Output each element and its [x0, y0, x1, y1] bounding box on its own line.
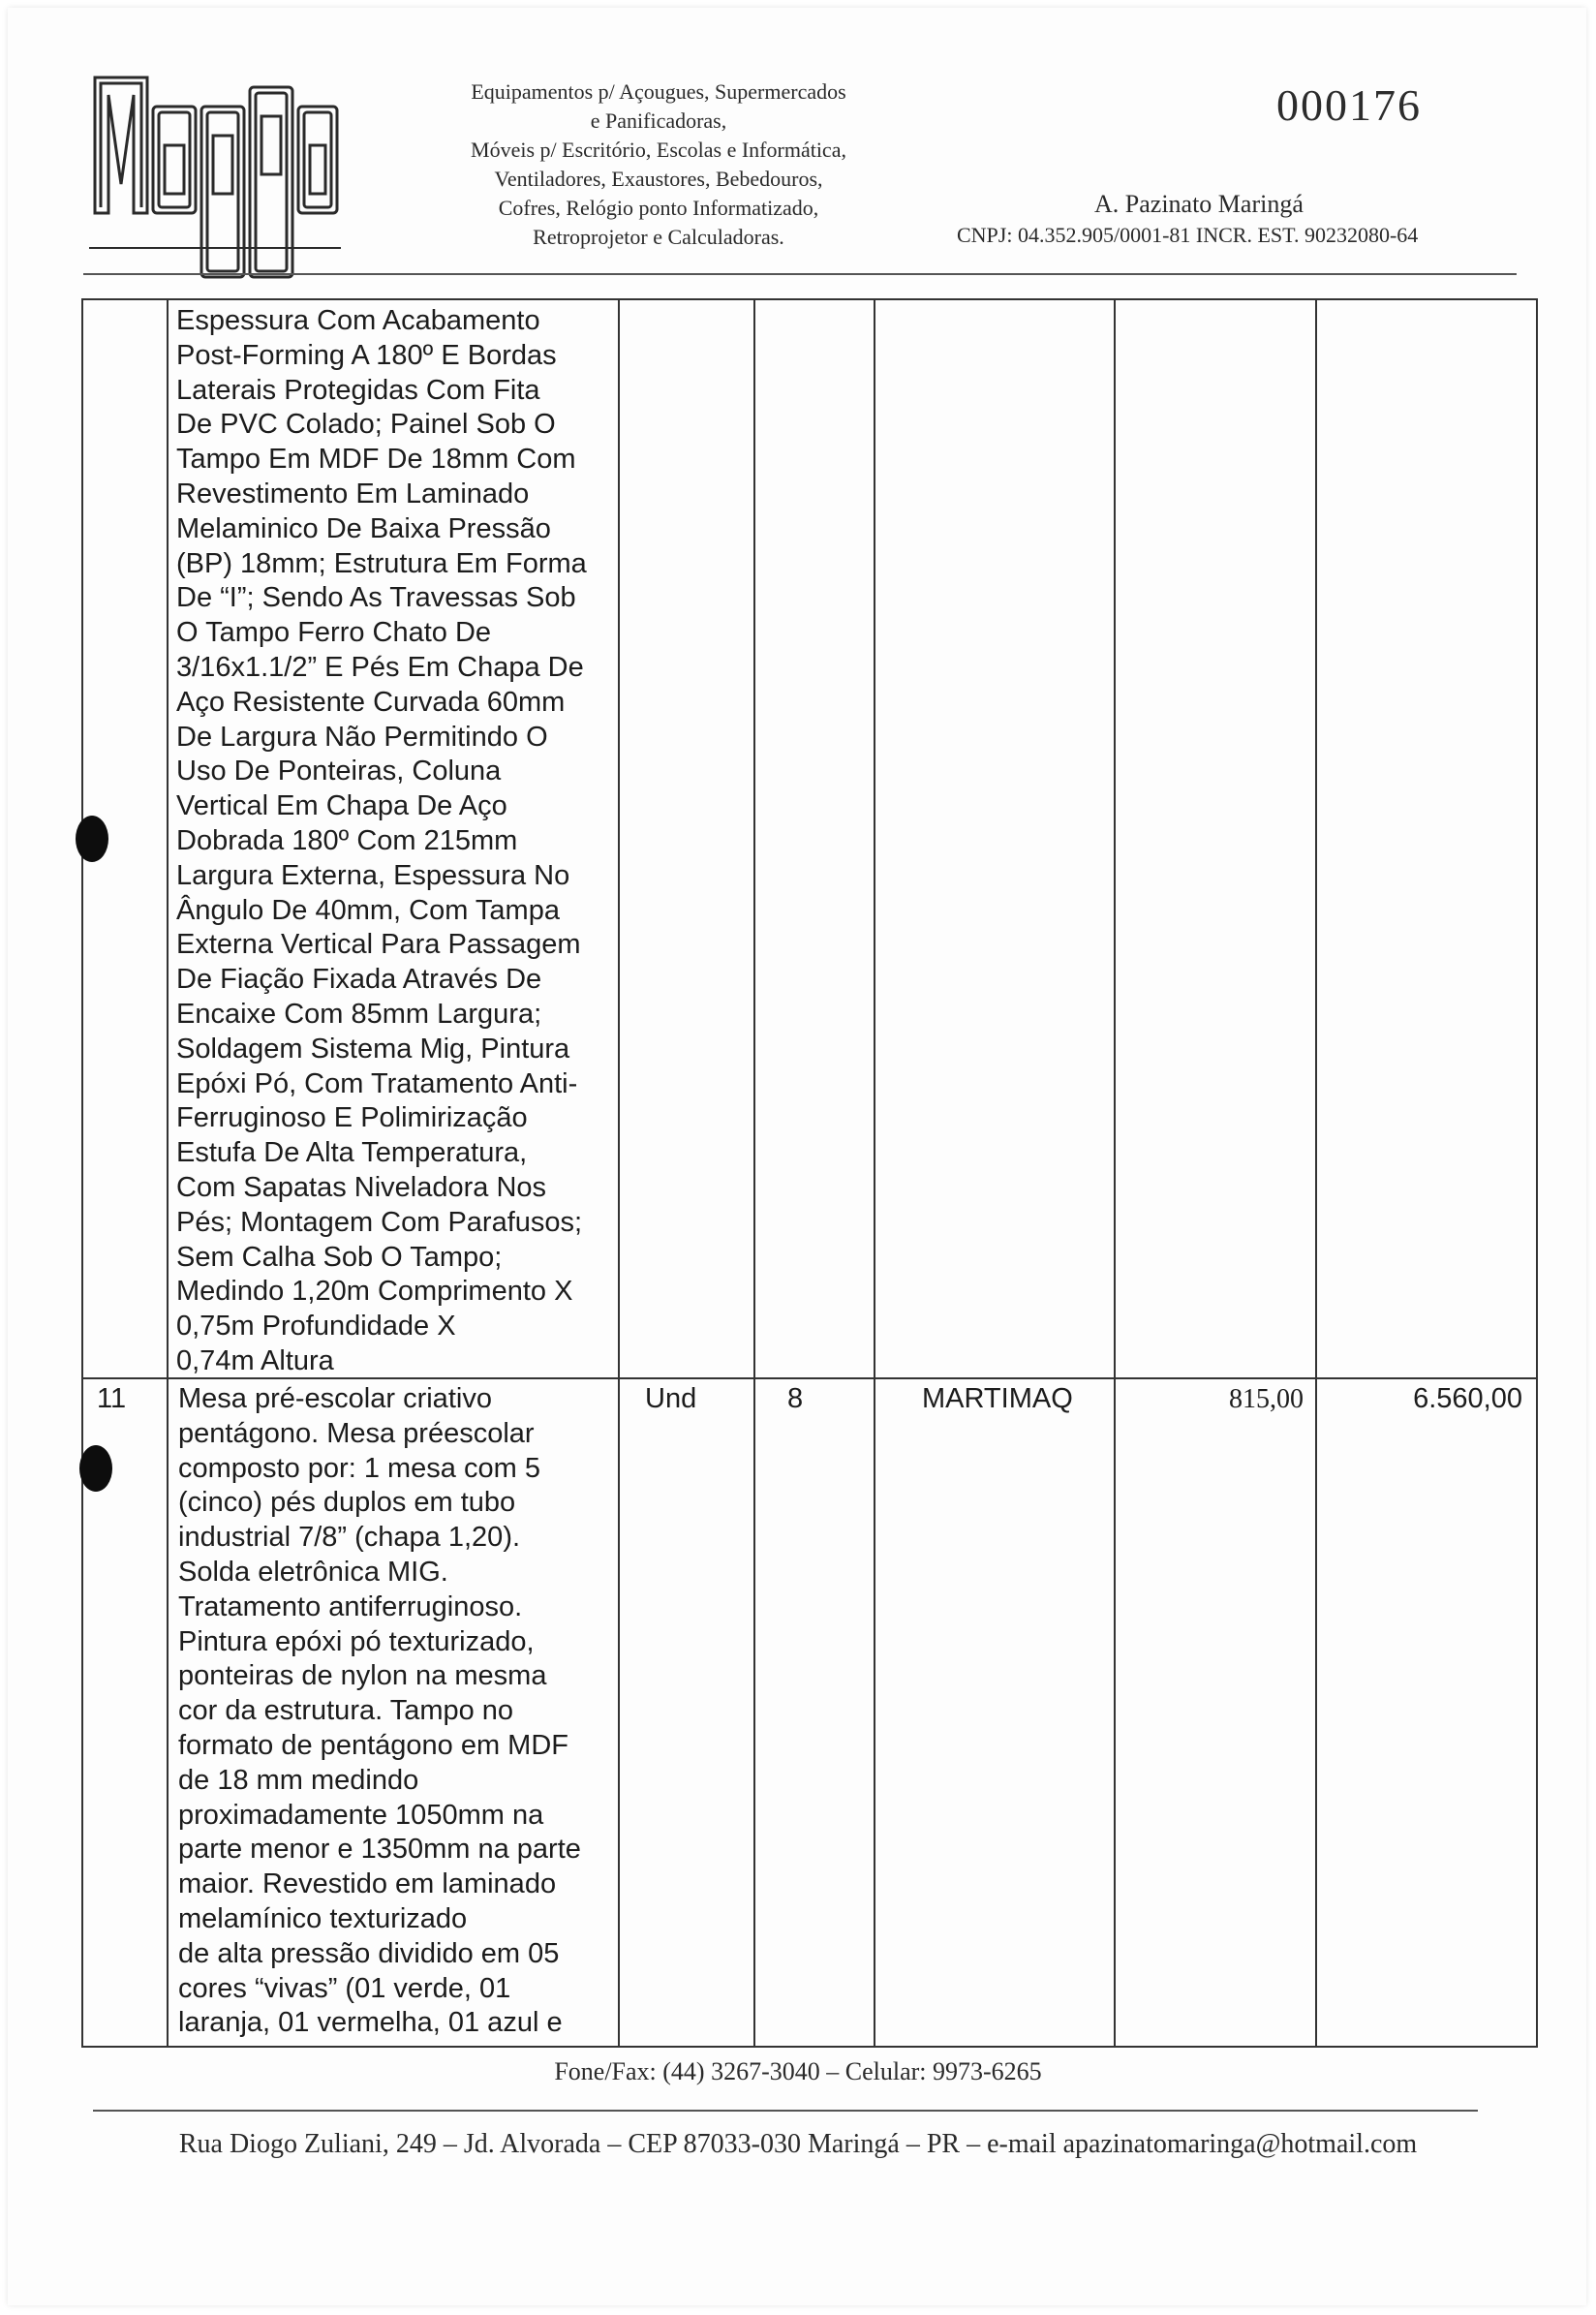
description-line: Medindo 1,20m Comprimento X [176, 1276, 573, 1308]
description-line: (cinco) pés duplos em tubo [178, 1487, 516, 1519]
description-line: 0,75m Profundidade X [176, 1311, 456, 1343]
description-line: Dobrada 180º Com 215mm [176, 824, 518, 856]
description-line: pentágono. Mesa préescolar [178, 1417, 535, 1449]
description-line: (BP) 18mm; Estrutura Em Forma [176, 547, 587, 579]
header-line: Retroprojetor e Calculadoras. [533, 225, 784, 249]
items-table [81, 298, 1538, 2048]
description-line: Encaixe Com 85mm Largura; [176, 998, 542, 1030]
cnpj-line: CNPJ: 04.352.905/0001-81 INCR. EST. 90232080-64 [957, 223, 1419, 247]
description-line: Tratamento antiferruginoso. [178, 1590, 523, 1622]
header-line: e Panificadoras, [590, 108, 727, 133]
description-line: de alta pressão dividido em 05 [178, 1937, 560, 1969]
description-line: Ferruginoso E Polimirização [176, 1102, 528, 1134]
description-line: Externa Vertical Para Passagem [176, 929, 581, 961]
business-description [426, 77, 891, 252]
description-line: De “I”; Sendo As Travessas Sob [176, 582, 576, 614]
description-line: De Fiação Fixada Através De [176, 964, 542, 996]
header-line: Móveis p/ Escritório, Escolas e Informática, [471, 138, 846, 162]
description-line: O Tampo Ferro Chato De [176, 617, 492, 649]
description-line: laranja, 01 vermelha, 01 azul e [178, 2007, 563, 2039]
description-line: Post-Forming A 180º E Bordas [176, 339, 557, 371]
description-line: Revestimento Em Laminado [176, 478, 530, 509]
item-number: 11 [97, 1383, 127, 1414]
description-line: Solda eletrônica MIG. [178, 1556, 448, 1588]
header-line: Ventiladores, Exaustores, Bebedouros, [494, 167, 823, 191]
header-line: Cofres, Relógio ponto Informatizado, [498, 196, 819, 220]
description-line: Laterais Protegidas Com Fita [176, 374, 540, 406]
description-line: Estufa De Alta Temperatura, [176, 1137, 528, 1169]
item-brand: MARTIMAQ [922, 1383, 1073, 1414]
description-line: parte menor e 1350mm na parte [178, 1834, 581, 1866]
description-line: composto por: 1 mesa com 5 [178, 1452, 540, 1484]
description-line: de 18 mm medindo [178, 1764, 419, 1796]
description-line: Espessura Com Acabamento [176, 305, 540, 336]
description-line: Ângulo De 40mm, Com Tampa [176, 894, 560, 926]
item-unit: Und [645, 1383, 697, 1414]
description-line: Soldagem Sistema Mig, Pintura [176, 1033, 570, 1065]
description-line: Vertical Em Chapa De Aço [176, 790, 507, 822]
description-line: De Largura Não Permitindo O [176, 721, 548, 753]
description-line: cor da estrutura. Tampo no [178, 1695, 514, 1727]
footer-address: Rua Diogo Zuliani, 249 – Jd. Alvorada – CEP 87033-030 Maringá – PR – e-mail apazinatomaringa@hotmail.com [178, 2129, 1418, 2159]
description-line: Aço Resistente Curvada 60mm [176, 686, 566, 718]
description-line: Mesa pré-escolar criativo [178, 1383, 492, 1414]
column-divider [753, 300, 755, 2046]
company-logo [89, 68, 341, 281]
column-divider [1315, 300, 1317, 2046]
document-number: 000176 [1276, 80, 1422, 130]
footer-phone: Fone/Fax: (44) 3267-3040 – Celular: 9973-6265 [554, 2057, 1042, 2085]
header-divider [83, 273, 1517, 275]
description-line: maior. Revestido em laminado [178, 1868, 557, 1900]
header-line: Equipamentos p/ Açougues, Supermercados [471, 79, 846, 104]
item-total: 6.560,00 [1413, 1383, 1522, 1414]
description-line: Pintura epóxi pó texturizado, [178, 1625, 535, 1657]
description-line: Tampo Em MDF De 18mm Com [176, 444, 576, 476]
description-line: Pés; Montagem Com Parafusos; [176, 1206, 583, 1238]
item-quantity: 8 [787, 1383, 804, 1414]
column-divider [874, 300, 875, 2046]
column-divider [1114, 300, 1116, 2046]
item-unit-price: 815,00 [1229, 1384, 1304, 1414]
description-line: Largura Externa, Espessura No [176, 859, 570, 891]
description-line: cores “vivas” (01 verde, 01 [178, 1972, 511, 2004]
description-line: Sem Calha Sob O Tampo; [176, 1241, 503, 1273]
punch-hole [79, 1445, 112, 1492]
description-line: formato de pentágono em MDF [178, 1729, 568, 1761]
description-line: Melaminico De Baixa Pressão [176, 512, 551, 544]
description-line: melamínico texturizado [178, 1902, 468, 1934]
description-line: industrial 7/8” (chapa 1,20). [178, 1522, 521, 1554]
description-line: ponteiras de nylon na mesma [178, 1660, 547, 1692]
footer-divider [93, 2110, 1478, 2112]
description-line: proximadamente 1050mm na [178, 1799, 544, 1831]
description-line: 3/16x1.1/2” E Pés Em Chapa De [176, 651, 584, 683]
description-line: Epóxi Pó, Com Tratamento Anti- [176, 1067, 578, 1099]
item-description [178, 1382, 624, 2041]
company-name: A. Pazinato Maringá [1094, 190, 1304, 218]
punch-hole [76, 816, 108, 862]
description-line: 0,74m Altura [176, 1344, 334, 1376]
description-line: Com Sapatas Niveladora Nos [176, 1171, 547, 1203]
description-line: De PVC Colado; Painel Sob O [176, 409, 556, 441]
description-line: Uso De Ponteiras, Coluna [176, 756, 502, 787]
column-divider [167, 300, 169, 2046]
continued-description [176, 304, 622, 1379]
